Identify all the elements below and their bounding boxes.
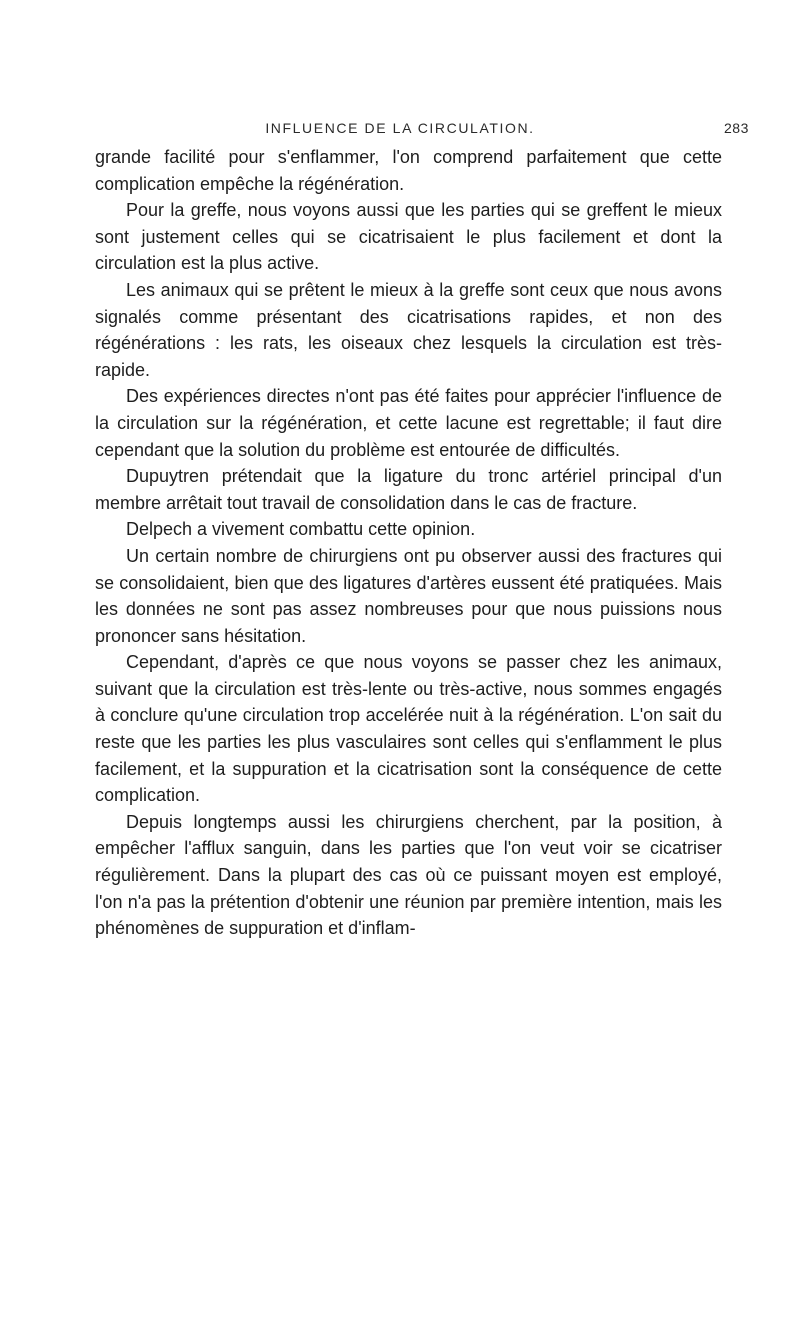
paragraph: grande facilité pour s'enflammer, l'on comprend parfaitement que cette complication empêche la régénération. xyxy=(95,147,722,194)
page-number: 283 xyxy=(724,120,749,136)
paragraph: Des expériences directes n'ont pas été faites pour apprécier l'influence de la circulation sur la régénération, et cette lacune est regrettable; il faut dire cependant que la solution du problème est entourée de difficultés. xyxy=(95,386,722,460)
page-header xyxy=(0,120,800,142)
paragraph: Dupuytren prétendait que la ligature du tronc artériel principal d'un membre arrêtait tout travail de consolidation dans le cas de fracture. xyxy=(95,466,722,513)
body-text xyxy=(95,144,722,942)
paragraph: Depuis longtemps aussi les chirurgiens cherchent, par la position, à empêcher l'afflux sanguin, dans les parties que l'on veut voir se cicatriser régulièrement. Dans la plupart des cas où ce puissant moyen est employé, l'on n'a pas la prétention d'obtenir une réunion par première intention, mais les phénomènes de suppuration et d'inflam- xyxy=(95,811,722,939)
paragraph: Pour la greffe, nous voyons aussi que les parties qui se greffent le mieux sont justement celles qui se cicatrisaient le plus facilement et dont la circulation est la plus active. xyxy=(95,200,722,274)
running-head: INFLUENCE DE LA CIRCULATION. xyxy=(265,120,535,136)
paragraph: Delpech a vivement combattu cette opinion. xyxy=(126,519,476,540)
paragraph: Un certain nombre de chirurgiens ont pu observer aussi des fractures qui se consolidaient, bien que des ligatures d'artères eussent été pratiquées. Mais les données ne sont pas assez nombreuses pour que nous puissions nous prononcer sans hésitation. xyxy=(95,545,722,646)
paragraph: Les animaux qui se prêtent le mieux à la greffe sont ceux que nous avons signalés comme présentant des cicatrisations rapides, et non des régénérations : les rats, les oiseaux chez lesquels la circulation est très-rapide. xyxy=(95,279,722,380)
paragraph: Cependant, d'après ce que nous voyons se passer chez les animaux, suivant que la circulation est très-lente ou très-active, nous sommes engagés à conclure qu'une circulation trop accelérée nuit à la régénération. L'on sait du reste que les parties les plus vasculaires sont celles qui s'enflamment le plus facilement, et la suppuration et la cicatrisation sont la conséquence de cette complication. xyxy=(95,652,722,806)
